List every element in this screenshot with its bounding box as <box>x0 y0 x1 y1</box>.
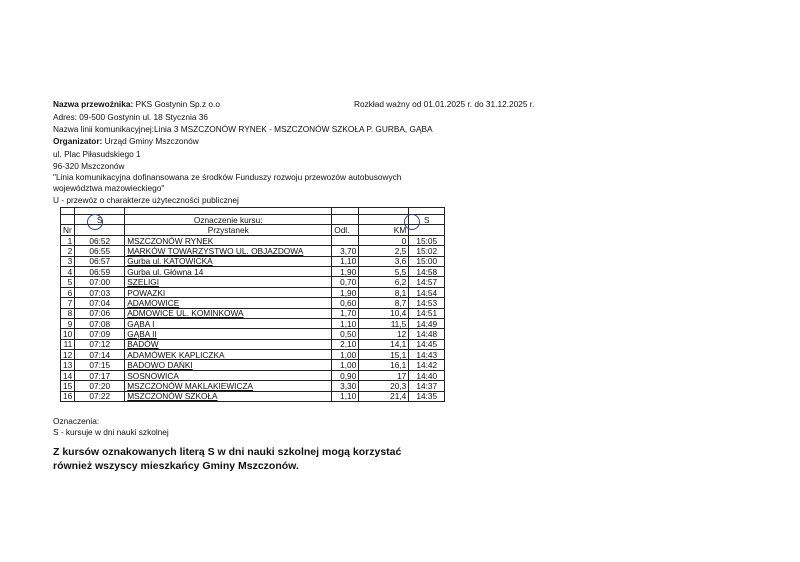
course-marker-row <box>61 215 445 225</box>
row-departure: 07:08 <box>75 318 125 328</box>
row-km: 6,2 <box>359 277 409 287</box>
course-marker-left: S <box>75 215 125 225</box>
row-return: 14:37 <box>409 381 445 391</box>
row-nr: 6 <box>61 287 75 297</box>
carrier-address: Adres: 09-500 Gostynin ul. 18 Stycznia 36 <box>53 112 208 122</box>
row-distance: 0,60 <box>332 298 359 308</box>
row-return: 14:49 <box>409 318 445 328</box>
table-row <box>61 266 445 276</box>
row-departure: 07:00 <box>75 277 125 287</box>
row-departure: 07:15 <box>75 360 125 370</box>
organizer-line <box>53 136 199 147</box>
row-stop: GĄBA I <box>125 318 332 328</box>
table-row <box>61 308 445 318</box>
row-stop: Gurba ul. KATOWICKA <box>125 256 332 266</box>
validity-period: Rozkład ważny od 01.01.2025 r. do 31.12.2025 r. <box>354 99 535 109</box>
row-km: 11,5 <box>359 318 409 328</box>
organizer-label: Organizator: <box>53 136 103 146</box>
row-distance: 1,00 <box>332 360 359 370</box>
table-row <box>61 256 445 266</box>
row-departure: 06:52 <box>75 235 125 245</box>
row-stop: ADMOWICE UL. KOMINKOWA <box>125 308 332 318</box>
row-nr: 4 <box>61 266 75 276</box>
table-row <box>61 287 445 297</box>
row-return: 14:35 <box>409 391 445 401</box>
row-departure: 06:55 <box>75 246 125 256</box>
row-stop: MSZCZONÓW MAKLAKIEWICZA <box>125 381 332 391</box>
row-km: 0 <box>359 235 409 245</box>
row-distance: 1,70 <box>332 308 359 318</box>
column-header-row <box>61 225 445 235</box>
row-km: 21,4 <box>359 391 409 401</box>
carrier-value: PKS Gostynin Sp.z o.o <box>133 99 220 109</box>
row-stop: ADAMÓWEK KAPLICZKA <box>125 350 332 360</box>
course-marker-left-circle <box>87 214 103 230</box>
row-return: 15:05 <box>409 235 445 245</box>
row-km: 8,7 <box>359 298 409 308</box>
row-return: 15:02 <box>409 246 445 256</box>
course-label: Oznaczenie kursu: <box>125 215 332 225</box>
row-km: 17 <box>359 370 409 380</box>
col-stop-header: Przystanek <box>125 225 332 235</box>
row-return: 15:00 <box>409 256 445 266</box>
legend-title: Oznaczenia: <box>53 416 100 426</box>
col-dist-header: Odl. <box>332 225 359 235</box>
row-nr: 12 <box>61 350 75 360</box>
timetable-top-row <box>61 208 445 215</box>
row-nr: 11 <box>61 339 75 349</box>
table-row <box>61 318 445 328</box>
row-nr: 1 <box>61 235 75 245</box>
public-utility-note: U - przewóz o charakterze użyteczności publicznej <box>53 195 239 205</box>
row-departure: 06:57 <box>75 256 125 266</box>
row-km: 3,6 <box>359 256 409 266</box>
row-stop: SOSNOWICA <box>125 370 332 380</box>
course-marker-right: S <box>409 215 445 225</box>
row-nr: 5 <box>61 277 75 287</box>
row-distance: 3,30 <box>332 381 359 391</box>
table-row <box>61 339 445 349</box>
row-km: 12 <box>359 329 409 339</box>
table-row <box>61 329 445 339</box>
row-stop: ADAMOWICE <box>125 298 332 308</box>
row-departure: 06:59 <box>75 266 125 276</box>
organizer-value: Urząd Gminy Mszczonów <box>102 136 199 146</box>
row-return: 14:42 <box>409 360 445 370</box>
row-distance: 1,00 <box>332 350 359 360</box>
line-name: Nazwa linii komunikacyjnej:Linia 3 MSZCZONÓW RYNEK - MSZCZONÓW SZKOŁA P. GURBA, GĄBA <box>53 124 433 134</box>
row-return: 14:57 <box>409 277 445 287</box>
funding-note-2: województwa mazowieckiego" <box>53 183 165 193</box>
row-nr: 9 <box>61 318 75 328</box>
row-stop: MSZCZONÓW RYNEK <box>125 235 332 245</box>
row-distance <box>332 235 359 245</box>
table-row <box>61 350 445 360</box>
row-distance: 0,50 <box>332 329 359 339</box>
legend-s-marker: S - kursuje w dni nauki szkolnej <box>53 427 169 437</box>
funding-note-1: "Linia komunikacyjna dofinansowana ze środków Funduszy rozwoju przewozów autobusowych <box>53 172 402 182</box>
row-departure: 07:17 <box>75 370 125 380</box>
organizer-city: 96-320 Mszczonów <box>53 161 125 171</box>
row-return: 14:51 <box>409 308 445 318</box>
row-stop: SZELIGI <box>125 277 332 287</box>
row-km: 14,1 <box>359 339 409 349</box>
row-return: 14:43 <box>409 350 445 360</box>
row-departure: 07:09 <box>75 329 125 339</box>
row-stop: Gurba ul. Główna 14 <box>125 266 332 276</box>
row-nr: 13 <box>61 360 75 370</box>
row-nr: 15 <box>61 381 75 391</box>
course-marker-right-circle <box>404 214 420 230</box>
table-row <box>61 235 445 245</box>
row-nr: 8 <box>61 308 75 318</box>
row-distance: 0,90 <box>332 370 359 380</box>
row-distance: 1,10 <box>332 391 359 401</box>
note-line-1: Z kursów oznakowanych literą S w dni nauki szkolnej mogą korzystać <box>53 446 402 458</box>
row-km: 5,5 <box>359 266 409 276</box>
row-km: 2,5 <box>359 246 409 256</box>
table-row <box>61 277 445 287</box>
row-distance: 1,90 <box>332 266 359 276</box>
note-line-2: również wszyscy mieszkańcy Gminy Mszczonów. <box>53 460 299 472</box>
row-km: 10,4 <box>359 308 409 318</box>
row-nr: 10 <box>61 329 75 339</box>
row-nr: 3 <box>61 256 75 266</box>
timetable <box>60 207 445 402</box>
row-return: 14:53 <box>409 298 445 308</box>
col-km-header: KM <box>359 225 409 235</box>
table-row <box>61 391 445 401</box>
row-km: 15,1 <box>359 350 409 360</box>
row-distance: 0,70 <box>332 277 359 287</box>
table-row <box>61 381 445 391</box>
row-stop: BADÓW <box>125 339 332 349</box>
row-departure: 07:03 <box>75 287 125 297</box>
row-distance: 1,10 <box>332 256 359 266</box>
row-stop: POWAZKI <box>125 287 332 297</box>
row-departure: 07:12 <box>75 339 125 349</box>
table-row <box>61 360 445 370</box>
row-stop: MARKÓW TOWARZYSTWO UL. OBJAZDOWA <box>125 246 332 256</box>
row-nr: 16 <box>61 391 75 401</box>
row-return: 14:48 <box>409 329 445 339</box>
carrier-label: Nazwa przewoźnika: <box>53 99 134 109</box>
row-km: 8,1 <box>359 287 409 297</box>
row-km: 20,3 <box>359 381 409 391</box>
col-nr-header: Nr <box>61 225 75 235</box>
row-nr: 14 <box>61 370 75 380</box>
row-return: 14:45 <box>409 339 445 349</box>
row-distance: 1,90 <box>332 287 359 297</box>
table-row <box>61 246 445 256</box>
row-departure: 07:06 <box>75 308 125 318</box>
row-distance: 2,10 <box>332 339 359 349</box>
row-distance: 1,10 <box>332 318 359 328</box>
row-departure: 07:22 <box>75 391 125 401</box>
row-departure: 07:04 <box>75 298 125 308</box>
organizer-street: ul. Plac Piłasudskiego 1 <box>53 149 141 159</box>
row-stop: BADOWO DAŃKI <box>125 360 332 370</box>
table-row <box>61 298 445 308</box>
row-nr: 2 <box>61 246 75 256</box>
row-distance: 3,70 <box>332 246 359 256</box>
row-departure: 07:20 <box>75 381 125 391</box>
row-km: 16,1 <box>359 360 409 370</box>
row-return: 14:58 <box>409 266 445 276</box>
row-departure: 07:14 <box>75 350 125 360</box>
table-row <box>61 370 445 380</box>
row-stop: MSZCZONÓW SZKOŁA <box>125 391 332 401</box>
row-nr: 7 <box>61 298 75 308</box>
row-return: 14:54 <box>409 287 445 297</box>
row-return: 14:40 <box>409 370 445 380</box>
row-stop: GĄBA II <box>125 329 332 339</box>
carrier-line <box>53 99 220 110</box>
